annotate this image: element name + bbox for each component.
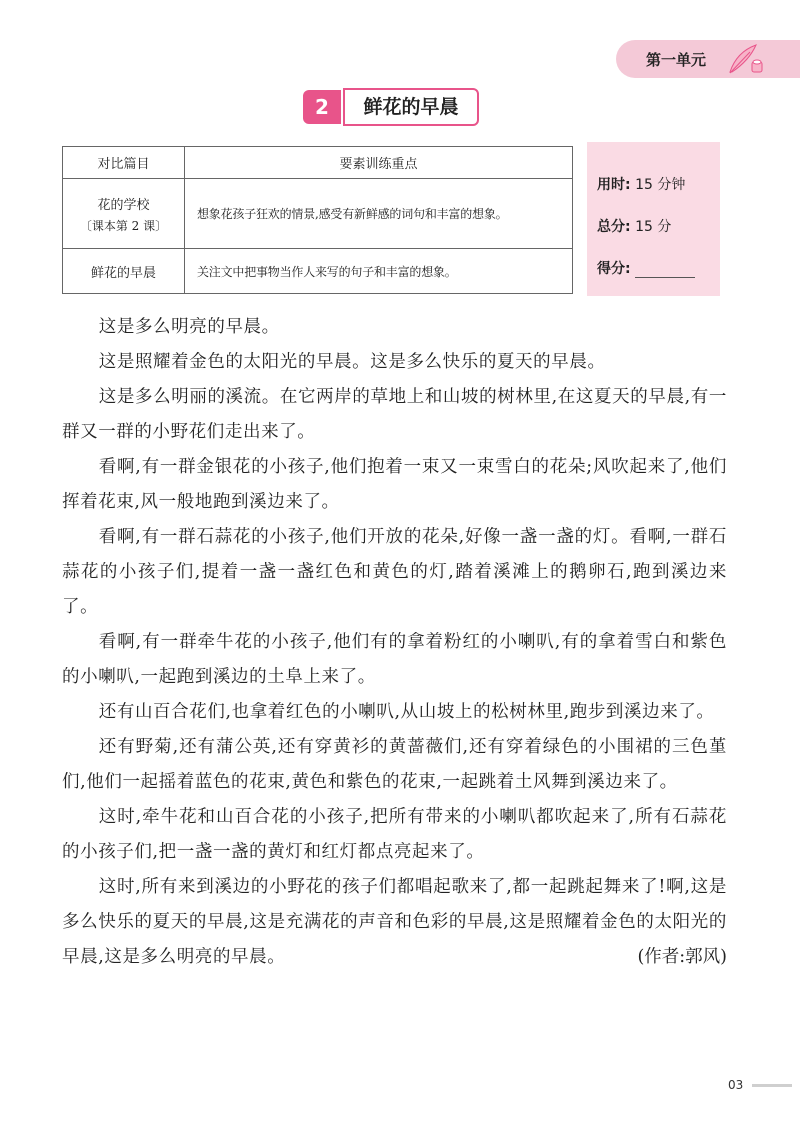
- article-cell: [63, 179, 185, 249]
- paragraph-last: [62, 870, 727, 975]
- score-label: 得分:: [597, 261, 631, 277]
- table-header-row: [63, 147, 573, 179]
- article-name: 鲜花的早晨: [90, 265, 156, 281]
- page-rule-divider: [752, 1084, 792, 1087]
- article-note: 〔课本第 2 课〕: [79, 218, 168, 233]
- article-cell: [63, 249, 185, 294]
- feather-pen-icon: [724, 42, 766, 76]
- paragraph: 还有山百合花们,也拿着红色的小喇叭,从山坡上的松树林里,跑步到溪边来了。: [98, 702, 715, 722]
- table-row: [63, 249, 573, 294]
- total-label: 总分:: [597, 219, 631, 235]
- paragraph: 看啊,有一群石蒜花的小孩子,他们开放的花朵,好像一盏一盏的灯。看啊,一群石蒜花的小孩子们,提着一盏一盏红色和黄色的灯,踏着溪滩上的鹅卵石,跑到溪边来了。: [62, 527, 727, 617]
- paragraph: 这是照耀着金色的太阳光的早晨。这是多么快乐的夏天的早晨。: [98, 352, 606, 372]
- score-card: [587, 142, 720, 296]
- time-label: 用时:: [597, 177, 631, 193]
- comparison-table: [62, 146, 573, 294]
- paragraph: 这是多么明亮的早晨。: [98, 317, 280, 337]
- total-value: 15 分: [635, 219, 672, 235]
- paragraph: 还有野菊,还有蒲公英,还有穿黄衫的黄蔷薇们,还有穿着绿色的小围裙的三色堇们,他们一起摇着蓝色的花束,黄色和紫色的花束,一起跳着土风舞到溪边来了。: [62, 737, 727, 792]
- paragraph: 这时,牵牛花和山百合花的小孩子,把所有带来的小喇叭都吹起来了,所有石蒜花的小孩子们,把一盏一盏的黄灯和红灯都点亮起来了。: [62, 807, 727, 862]
- unit-tab: [616, 40, 800, 78]
- score-blank[interactable]: [635, 263, 695, 278]
- author-credit: (作者:郭风): [637, 947, 727, 967]
- total-line: [597, 216, 671, 236]
- time-value: 15 分钟: [635, 177, 686, 193]
- training-points: 关注文中把事物当作人来写的句子和丰富的想象。: [185, 249, 573, 294]
- time-line: [597, 174, 685, 194]
- table-row: [63, 179, 573, 249]
- score-line: [597, 258, 695, 278]
- paragraph: 看啊,有一群牵牛花的小孩子,他们有的拿着粉红的小喇叭,有的拿着雪白和紫色的小喇叭,一起跑到溪边的土阜上来了。: [62, 632, 727, 687]
- paragraph: 这是多么明丽的溪流。在它两岸的草地上和山坡的树林里,在这夏天的早晨,有一群又一群的小野花们走出来了。: [62, 387, 727, 442]
- training-points: 想象花孩子狂欢的情景,感受有新鲜感的词句和丰富的想象。: [185, 179, 573, 249]
- paragraph-text: 这时,所有来到溪边的小野花的孩子们都唱起歌来了,都一起跳起舞来了!啊,这是多么快乐的夏天的早晨,这是充满花的声音和色彩的早晨,这是照耀着金色的太阳光的早晨,这是多么明亮的早晨。: [62, 877, 727, 967]
- unit-label: 第一单元: [646, 51, 707, 69]
- passage: [62, 310, 727, 975]
- column-header-article: 对比篇目: [63, 147, 185, 179]
- column-header-points: 要素训练重点: [185, 147, 573, 179]
- paragraph: 看啊,有一群金银花的小孩子,他们抱着一束又一束雪白的花朵;风吹起来了,他们挥着花束,风一般地跑到溪边来了。: [62, 457, 727, 512]
- lesson-title: 鲜花的早晨: [343, 88, 479, 126]
- page-number: 03: [728, 1078, 744, 1092]
- lesson-number: 2: [303, 90, 341, 124]
- article-name: 花的学校: [97, 197, 150, 213]
